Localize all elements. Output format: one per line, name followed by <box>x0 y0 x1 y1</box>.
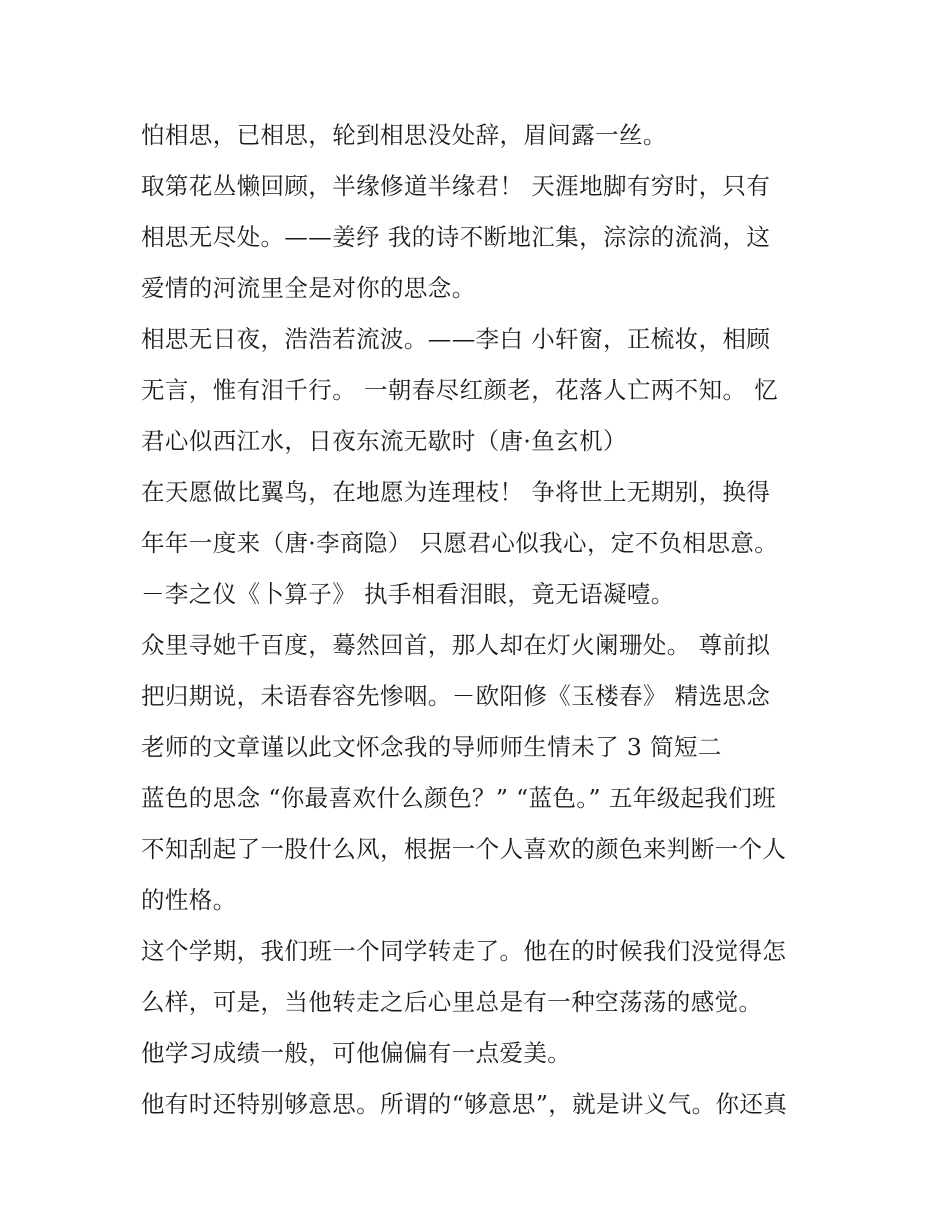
text-line: 么样，可是，当他转走之后心里总是有一种空荡荡的感觉。 <box>141 988 763 1016</box>
text-line: 蓝色的思念 “你最喜欢什么颜色？” “蓝色。” 五年级起我们班 <box>141 784 777 812</box>
text-line: 怕相思，已相思，轮到相思没处辞，眉间露一丝。 <box>141 121 667 149</box>
text-line: 老师的文章谨以此文怀念我的导师师生情未了 3 简短二 <box>141 733 722 761</box>
text-line: 不知刮起了一股什么风，根据一个人喜欢的颜色来判断一个人 <box>141 835 787 863</box>
text-line: 在天愿做比翼鸟，在地愿为连理枝！ 争将世上无期别，换得 <box>141 478 771 506</box>
text-line: 相思无日夜，浩浩若流波。——李白 小轩窗，正梳妆，相顾 <box>141 325 771 353</box>
text-line: 年年一度来（唐·李商隐） 只愿君心似我心，定不负相思意。 <box>141 529 779 557</box>
document-body <box>141 110 821 1130</box>
text-line: 把归期说，未语春容先惨咽。－欧阳修《玉楼春》 精选思念 <box>141 682 771 710</box>
text-line: 君心似西江水，日夜东流无歇时（唐·鱼玄机） <box>141 427 627 455</box>
text-line: 他有时还特别够意思。所谓的“够意思”，就是讲义气。你还真 <box>141 1090 788 1118</box>
text-line: 取第花丛懒回顾，半缘修道半缘君！ 天涯地脚有穷时，只有 <box>141 172 771 200</box>
text-line: 无言，惟有泪千行。 一朝春尽红颜老，花落人亡两不知。 忆 <box>141 376 779 404</box>
text-line: 的性格。 <box>141 886 237 914</box>
text-line: 相思无尽处。——姜纾 我的诗不断地汇集，淙淙的流淌，这 <box>141 223 771 251</box>
text-line: －李之仪《卜算子》 执手相看泪眼，竟无语凝噎。 <box>141 580 675 608</box>
text-line: 他学习成绩一般，可他偏偏有一点爱美。 <box>141 1039 572 1067</box>
text-line: 众里寻她千百度，蓦然回首，那人却在灯火阑珊处。 尊前拟 <box>141 631 771 659</box>
text-line: 这个学期，我们班一个同学转走了。他在的时候我们没觉得怎 <box>141 937 787 965</box>
text-line: 爱情的河流里全是对你的思念。 <box>141 274 476 302</box>
